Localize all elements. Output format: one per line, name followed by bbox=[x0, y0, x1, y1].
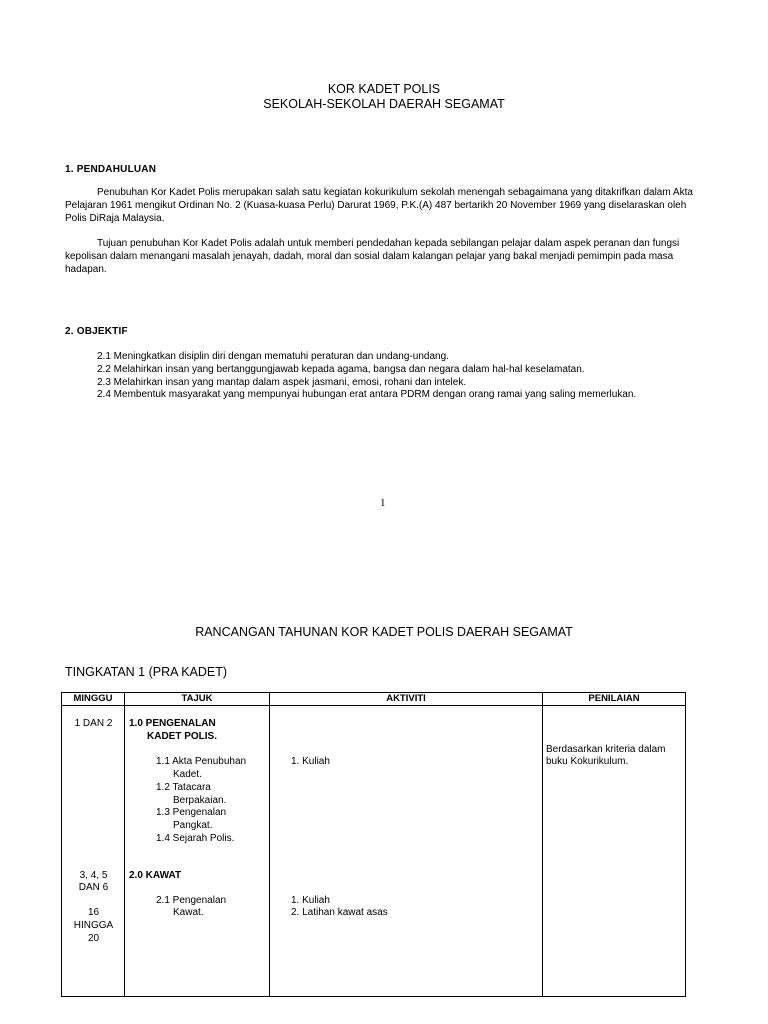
topic-1-title-line1: 1.0 PENGENALAN bbox=[129, 718, 216, 729]
section1-paragraph2-text: Tujuan penubuhan Kor Kadet Polis adalah untuk memberi pendedahan kepada sebilangan pelajar dalam aspek peranan dan fungsi kepolisan dalam menangani masalah jenayah, dadah, moral dan sosial dalam kalangan pelajar yang bakal menjadi pemimpin pada masa hadapan. bbox=[65, 238, 680, 275]
subtopic-1-3-line1: 1.3 Pengenalan bbox=[156, 807, 227, 818]
objective-item: 2.4 Membentuk masyarakat yang mempunyai hubungan erat antara PDRM dengan orang ramai yang saling memerlukan. bbox=[97, 389, 637, 401]
topic-2-title: 2.0 KAWAT bbox=[129, 870, 182, 881]
section2-heading: 2. OBJEKTIF bbox=[65, 326, 128, 337]
objective-item: 2.3 Melahirkan insan yang mantap dalam aspek jasmani, emosi, rohani dan intelek. bbox=[97, 376, 467, 388]
minggu-3-6-line1: 3, 4, 5 bbox=[79, 870, 108, 881]
plan-level: TINGKATAN 1 (PRA KADET) bbox=[65, 665, 228, 679]
subtopic-1-4: 1.4 Sejarah Polis. bbox=[156, 833, 235, 844]
section1-paragraph2 bbox=[65, 238, 697, 276]
minggu-1-2: 1 DAN 2 bbox=[74, 718, 113, 729]
document-title-line1: KOR KADET POLIS bbox=[327, 82, 441, 96]
minggu-cell bbox=[62, 706, 125, 997]
assessment-line2: buku Kokurikulum. bbox=[546, 756, 629, 767]
minggu-3-6-line2: DAN 6 bbox=[78, 882, 109, 893]
subtopic-1-3-line2: Pangkat. bbox=[173, 820, 213, 831]
objective-item: 2.2 Melahirkan insan yang bertanggungjawab kepada agama, bangsa dan negara dalam hal-hal keselamatan. bbox=[97, 363, 585, 375]
aktiviti-cell bbox=[270, 706, 543, 997]
tajuk-cell bbox=[125, 706, 270, 997]
minggu-16-20-line1: 16 bbox=[87, 907, 100, 918]
section1-paragraph1 bbox=[65, 187, 697, 225]
activity-3: 2. Latihan kawat asas bbox=[291, 907, 388, 918]
minggu-16-20-line3: 20 bbox=[87, 933, 100, 944]
subtopic-1-2-line1: 1.2 Tatacara bbox=[156, 782, 211, 793]
plan-title: RANCANGAN TAHUNAN KOR KADET POLIS DAERAH SEGAMAT bbox=[195, 625, 573, 639]
assessment-line1: Berdasarkan kriteria dalam bbox=[546, 744, 666, 755]
column-header-tajuk: TAJUK bbox=[125, 693, 270, 706]
column-header-penilaian: PENILAIAN bbox=[543, 693, 686, 706]
column-header-minggu: MINGGU bbox=[62, 693, 125, 706]
column-header-aktiviti: AKTIVITI bbox=[270, 693, 543, 706]
objective-list bbox=[97, 351, 737, 402]
subtopic-1-2-line2: Berpakaian. bbox=[173, 795, 227, 806]
subtopic-2-1-line2: Kawat. bbox=[173, 907, 204, 918]
activity-2: 1. Kuliah bbox=[291, 895, 330, 906]
topic-1-title-line2: KADET POLIS. bbox=[147, 731, 218, 742]
minggu-16-20-line2: HINGGA bbox=[73, 920, 114, 931]
plan-table bbox=[61, 692, 686, 997]
subtopic-2-1-line1: 2.1 Pengenalan bbox=[156, 895, 227, 906]
section1-heading: 1. PENDAHULUAN bbox=[65, 164, 157, 175]
document-title-line2: SEKOLAH-SEKOLAH DAERAH SEGAMAT bbox=[263, 97, 505, 111]
objective-item: 2.1 Meningkatkan disiplin diri dengan mematuhi peraturan dan undang-undang. bbox=[97, 351, 449, 362]
activity-1: 1. Kuliah bbox=[291, 756, 330, 767]
page-number: 1 bbox=[380, 497, 386, 509]
subtopic-1-1-line2: Kadet. bbox=[173, 769, 202, 780]
section1-paragraph1-text: Penubuhan Kor Kadet Polis merupakan salah satu kegiatan kokurikulum sekolah menengah sebagaimana yang ditakrifkan dalam Akta Pelajaran 1961 mengikut Ordinan No. 2 (Kuasa-kuasa Perlu) Darurat 1969, P.K.(A) 487 bertarikh 20 November 1969 yang diselaraskan oleh Polis DiRaja Malaysia. bbox=[65, 187, 693, 224]
subtopic-1-1-line1: 1.1 Akta Penubuhan bbox=[156, 756, 247, 767]
penilaian-cell bbox=[543, 706, 686, 997]
